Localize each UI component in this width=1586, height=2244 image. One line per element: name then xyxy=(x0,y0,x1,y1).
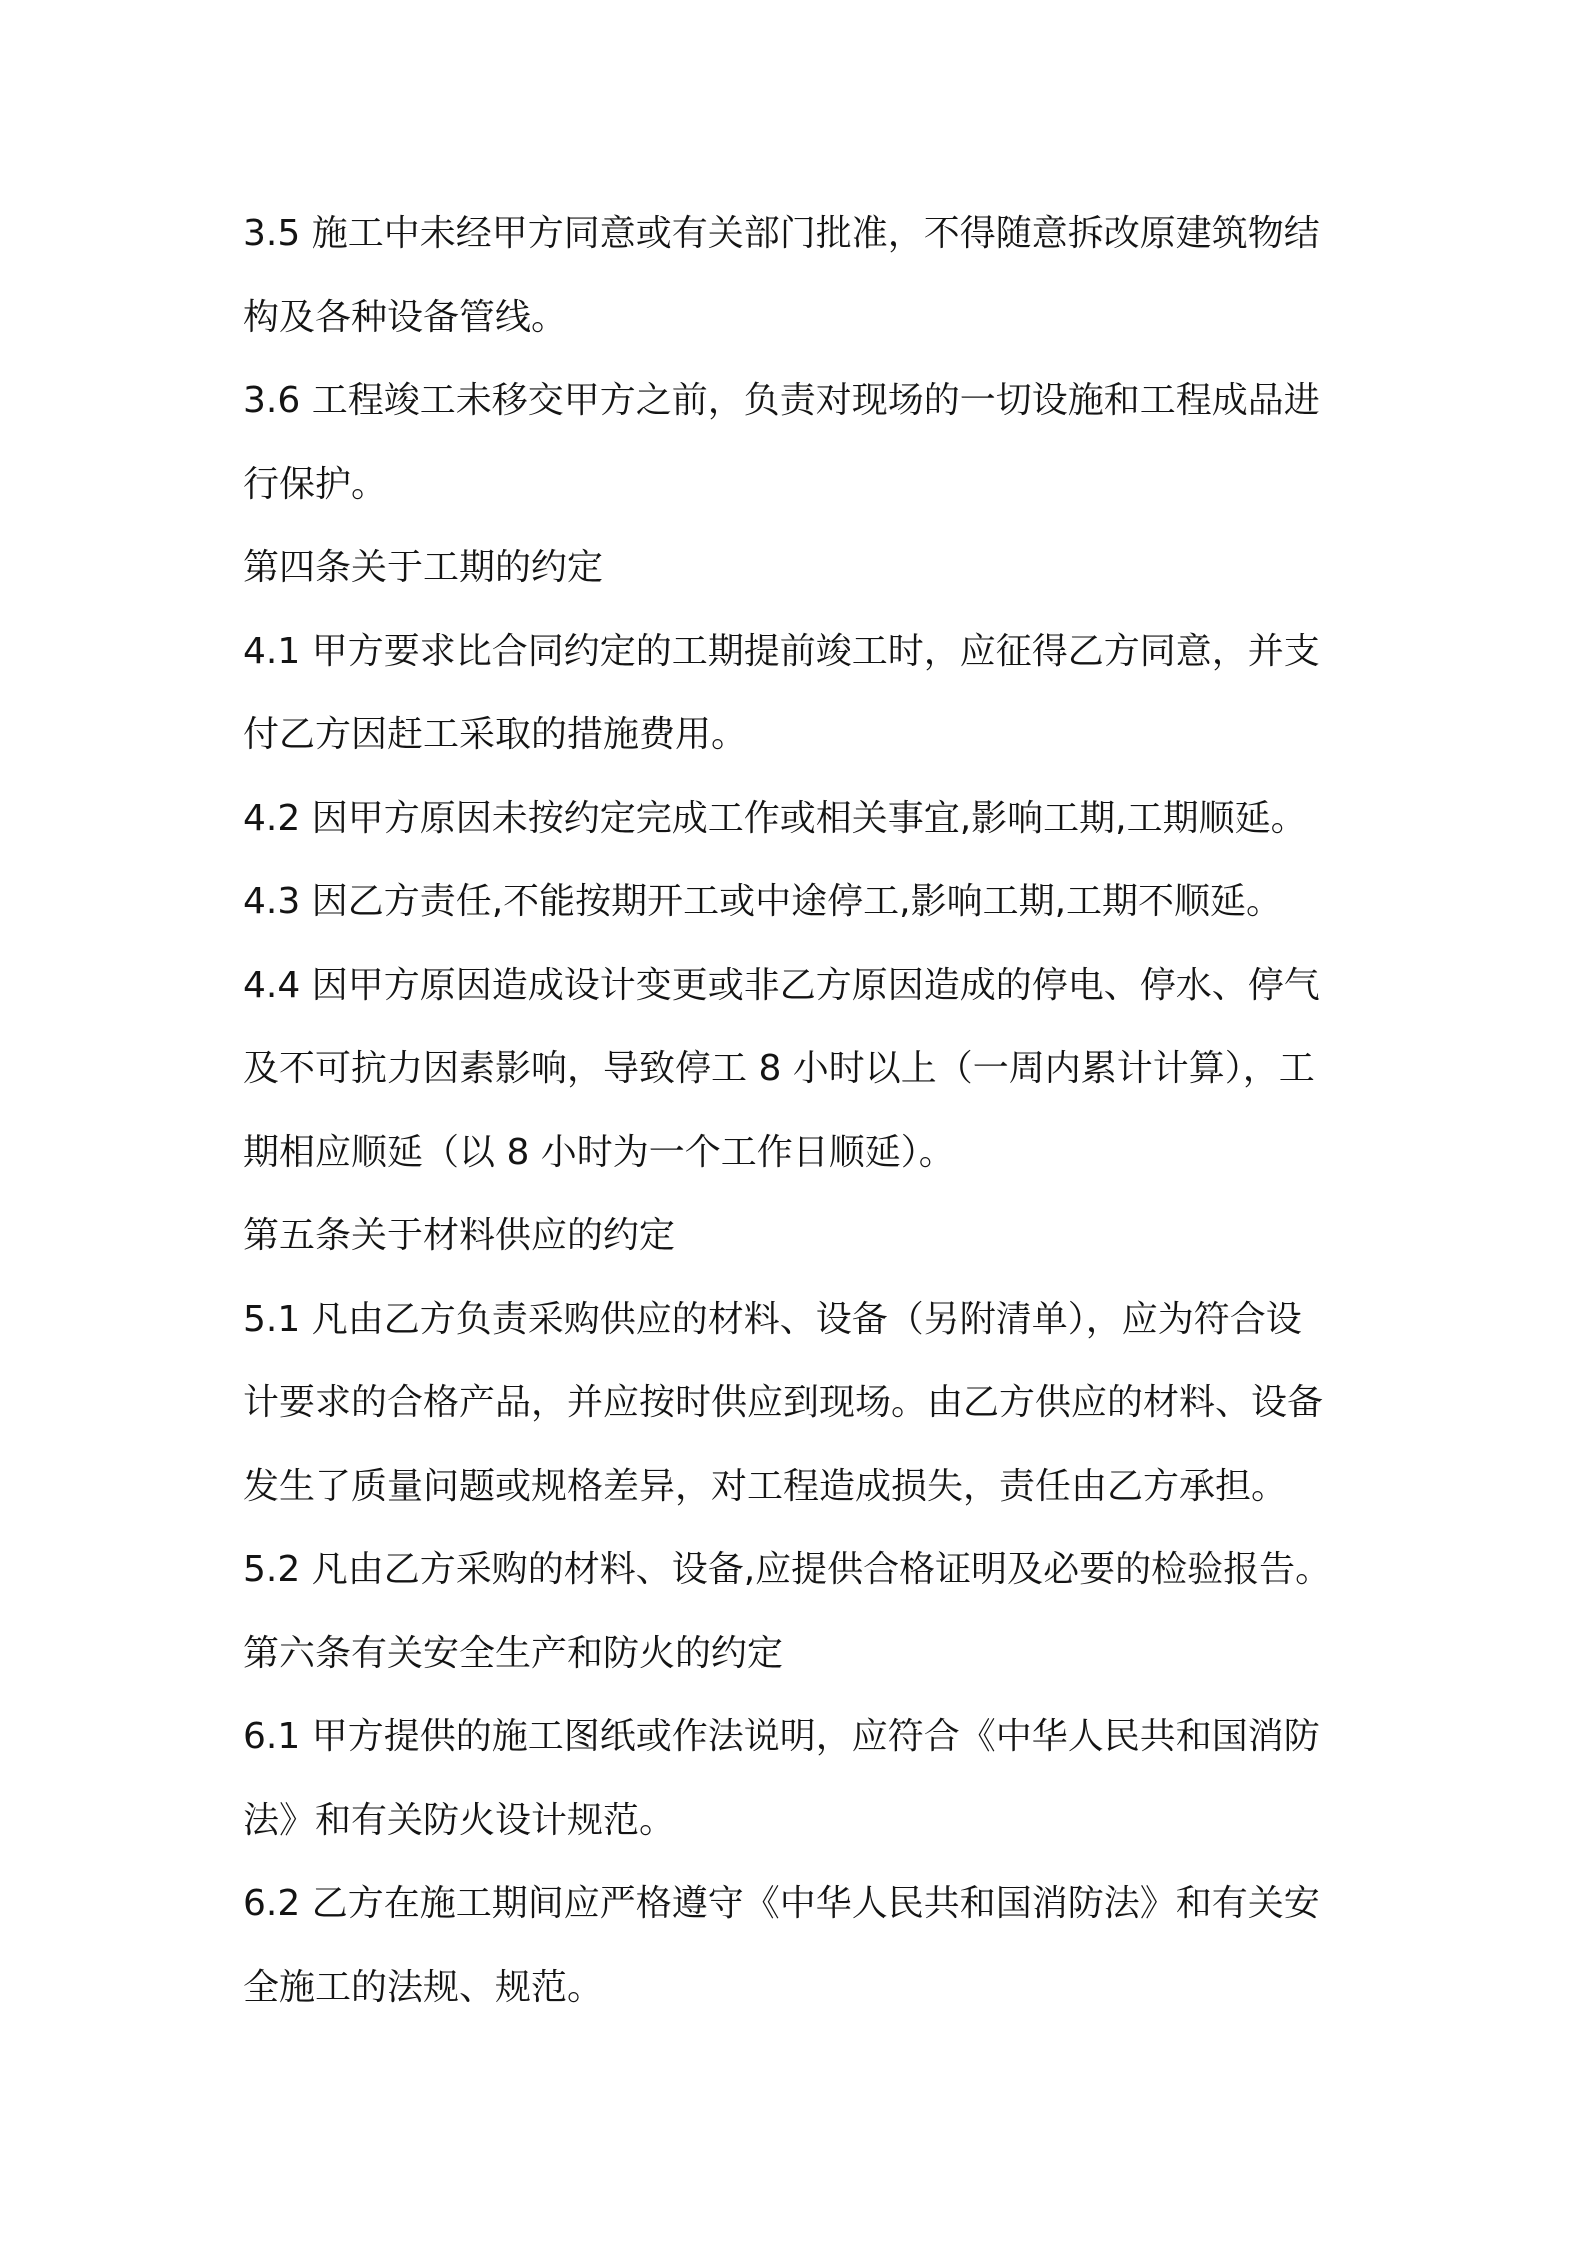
text-line: 6.2 乙方在施工期间应严格遵守《中华人民共和国消防法》和有关安 xyxy=(243,1883,1320,1924)
clause-3-6 xyxy=(243,359,1363,526)
section-heading-5 xyxy=(243,1194,1363,1278)
heading-line: 第四条关于工期的约定 xyxy=(243,547,604,588)
clause-5-2 xyxy=(243,1528,1363,1612)
text-line: 4.3 因乙方责任,不能按期开工或中途停工,影响工期,工期不顺延。 xyxy=(243,881,1283,922)
clause-4-3 xyxy=(243,860,1363,944)
clause-6-2 xyxy=(243,1862,1363,2029)
clause-5-1 xyxy=(243,1278,1363,1529)
text-line: 行保护。 xyxy=(243,463,388,505)
heading-line: 第五条关于材料供应的约定 xyxy=(243,1215,676,1256)
text-line: 计要求的合格产品，并应按时供应到现场。由乙方供应的材料、设备 xyxy=(243,1382,1324,1423)
heading-line: 第六条有关安全生产和防火的约定 xyxy=(243,1632,784,1674)
clause-4-1 xyxy=(243,610,1363,777)
text-line: 及不可抗力因素影响，导致停工 8 小时以上（一周内累计计算），工 xyxy=(243,1048,1315,1089)
section-heading-4 xyxy=(243,526,1363,610)
text-line: 5.2 凡由乙方采购的材料、设备,应提供合格证明及必要的检验报告。 xyxy=(243,1549,1332,1590)
clause-4-4 xyxy=(243,944,1363,1195)
text-line: 付乙方因赶工采取的措施费用。 xyxy=(243,714,748,755)
text-line: 4.4 因甲方原因造成设计变更或非乙方原因造成的停电、停水、停气 xyxy=(243,964,1320,1006)
text-line: 4.2 因甲方原因未按约定完成工作或相关事宜,影响工期,工期顺延。 xyxy=(243,797,1307,839)
text-line: 3.5 施工中未经甲方同意或有关部门批准，不得随意拆改原建筑物结 xyxy=(243,213,1320,254)
document-body xyxy=(243,192,1363,2029)
text-line: 4.1 甲方要求比合同约定的工期提前竣工时，应征得乙方同意，并支 xyxy=(243,630,1320,672)
text-line: 5.1 凡由乙方负责采购供应的材料、设备（另附清单），应为符合设 xyxy=(243,1298,1302,1340)
clause-4-2 xyxy=(243,777,1363,861)
text-line: 构及各种设备管线。 xyxy=(243,296,568,338)
clause-3-5 xyxy=(243,192,1363,359)
text-line: 发生了质量问题或规格差异，对工程造成损失，责任由乙方承担。 xyxy=(243,1465,1288,1507)
text-line: 3.6 工程竣工未移交甲方之前，负责对现场的一切设施和工程成品进 xyxy=(243,380,1320,421)
text-line: 6.1 甲方提供的施工图纸或作法说明，应符合《中华人民共和国消防 xyxy=(243,1716,1320,1757)
text-line: 法》和有关防火设计规范。 xyxy=(243,1799,676,1841)
text-line: 全施工的法规、规范。 xyxy=(243,1966,604,2008)
section-heading-6 xyxy=(243,1612,1363,1696)
text-line: 期相应顺延（以 8 小时为一个工作日顺延）。 xyxy=(243,1131,955,1173)
clause-6-1 xyxy=(243,1695,1363,1862)
